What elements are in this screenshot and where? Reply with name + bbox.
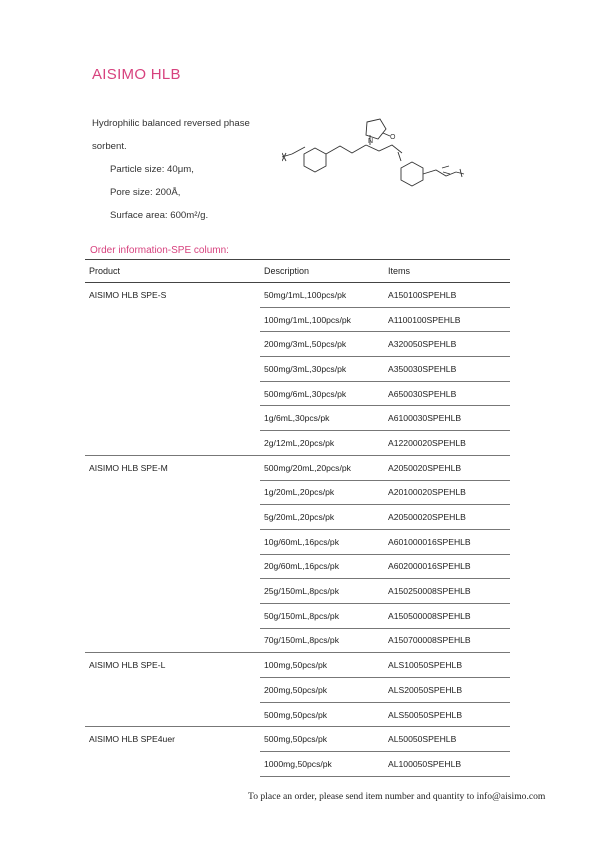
product-intro: [92, 112, 282, 227]
table-row: [85, 678, 510, 703]
item-code-cell: A150700008SPEHLB: [384, 628, 510, 653]
header-description: Description: [260, 260, 384, 283]
chemical-structure: [282, 112, 482, 212]
item-code-cell: A2050020SPEHLB: [384, 455, 510, 480]
item-code-cell: A650030SPEHLB: [384, 381, 510, 406]
description-cell: 500mg/3mL,30pcs/pk: [260, 357, 384, 382]
surface-area: Surface area: 600m²/g.: [110, 210, 209, 221]
page-title: AISIMO HLB: [92, 66, 181, 83]
table-row: [85, 579, 510, 604]
item-code-cell: A12200020SPEHLB: [384, 431, 510, 456]
nitrogen-label: N: [368, 138, 374, 145]
table-row: [85, 480, 510, 505]
item-code-cell: A20100020SPEHLB: [384, 480, 510, 505]
oxygen-label: O: [390, 134, 396, 141]
item-code-cell: A6100030SPEHLB: [384, 406, 510, 431]
table-header-row: [85, 260, 510, 283]
product-name: AISIMO HLB SPE-M: [85, 455, 260, 480]
table-row: [85, 283, 510, 308]
table-row: [85, 406, 510, 431]
header-items: Items: [384, 260, 510, 283]
product-name: AISIMO HLB SPE-L: [85, 653, 260, 678]
table-row: [85, 307, 510, 332]
description-cell: 2g/12mL,20pcs/pk: [260, 431, 384, 456]
description-cell: 5g/20mL,20pcs/pk: [260, 505, 384, 530]
pore-size: Pore size: 200Å,: [110, 187, 181, 198]
description-cell: 25g/150mL,8pcs/pk: [260, 579, 384, 604]
intro-line-2: sorbent.: [92, 141, 127, 152]
table-row: [85, 505, 510, 530]
table-row: [85, 381, 510, 406]
item-code-cell: A20500020SPEHLB: [384, 505, 510, 530]
item-code-cell: AL50050SPEHLB: [384, 727, 510, 752]
item-code-cell: AL100050SPEHLB: [384, 752, 510, 777]
product-name: AISIMO HLB SPE-S: [85, 283, 260, 308]
table-row: [85, 529, 510, 554]
order-table: [85, 259, 510, 777]
description-cell: 1000mg,50pcs/pk: [260, 752, 384, 777]
table-row: [85, 628, 510, 653]
particle-size: Particle size: 40μm,: [110, 164, 194, 175]
item-code-cell: A320050SPEHLB: [384, 332, 510, 357]
intro-line-1: Hydrophilic balanced reversed phase: [92, 118, 250, 129]
table-row: [85, 455, 510, 480]
order-information-heading: Order information-SPE column:: [90, 245, 229, 256]
description-cell: 200mg/3mL,50pcs/pk: [260, 332, 384, 357]
item-code-cell: ALS50050SPEHLB: [384, 702, 510, 727]
item-code-cell: A150100SPEHLB: [384, 283, 510, 308]
item-code-cell: A150250008SPEHLB: [384, 579, 510, 604]
item-code-cell: A601000016SPEHLB: [384, 529, 510, 554]
description-cell: 1g/6mL,30pcs/pk: [260, 406, 384, 431]
item-code-cell: A602000016SPEHLB: [384, 554, 510, 579]
table-row: [85, 332, 510, 357]
item-code-cell: ALS20050SPEHLB: [384, 678, 510, 703]
item-code-cell: ALS10050SPEHLB: [384, 653, 510, 678]
description-cell: 500mg/6mL,30pcs/pk: [260, 381, 384, 406]
product-name: AISIMO HLB SPE4uer: [85, 727, 260, 752]
description-cell: 50mg/1mL,100pcs/pk: [260, 283, 384, 308]
description-cell: 100mg,50pcs/pk: [260, 653, 384, 678]
table-row: [85, 653, 510, 678]
order-contact-note: To place an order, please send item number and quantity to info@aisimo.com: [248, 791, 546, 802]
description-cell: 500mg,50pcs/pk: [260, 702, 384, 727]
description-cell: 200mg,50pcs/pk: [260, 678, 384, 703]
description-cell: 10g/60mL,16pcs/pk: [260, 529, 384, 554]
description-cell: 50g/150mL,8pcs/pk: [260, 603, 384, 628]
table-row: [85, 727, 510, 752]
item-code-cell: A150500008SPEHLB: [384, 603, 510, 628]
table-row: [85, 702, 510, 727]
table-row: [85, 603, 510, 628]
description-cell: 20g/60mL,16pcs/pk: [260, 554, 384, 579]
table-row: [85, 554, 510, 579]
description-cell: 100mg/1mL,100pcs/pk: [260, 307, 384, 332]
item-code-cell: A1100100SPEHLB: [384, 307, 510, 332]
table-row: [85, 357, 510, 382]
description-cell: 1g/20mL,20pcs/pk: [260, 480, 384, 505]
item-code-cell: A350030SPEHLB: [384, 357, 510, 382]
table-row: [85, 431, 510, 456]
table-row: [85, 752, 510, 777]
description-cell: 70g/150mL,8pcs/pk: [260, 628, 384, 653]
description-cell: 500mg,50pcs/pk: [260, 727, 384, 752]
description-cell: 500mg/20mL,20pcs/pk: [260, 455, 384, 480]
header-product: Product: [85, 260, 260, 283]
